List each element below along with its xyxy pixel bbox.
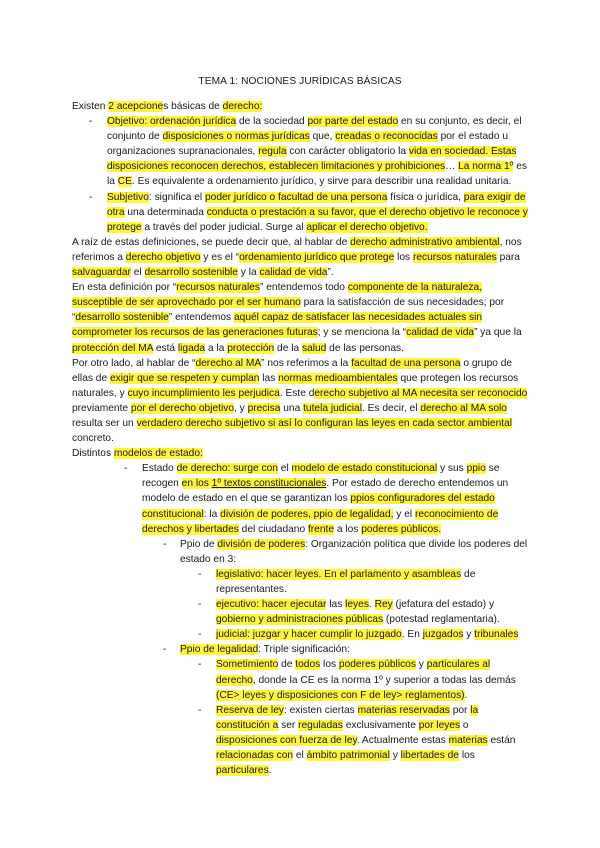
highlighted-text: modelos de estado: [113,448,203,460]
highlighted-text: reconocimiento de derechos y libertades [142,508,499,535]
highlighted-text: división de poderes [217,538,306,550]
highlighted-text: precisa [247,402,281,414]
text-run: (jefatura del estado) y [392,599,495,611]
text-run: los [458,750,475,762]
text-run: En esta definición por “ [72,282,177,294]
text-run: concreto. [72,433,114,445]
highlighted-text: salvaguardar [72,267,131,279]
highlighted-text: libertades de [400,750,459,762]
text-run: del ciudadano [238,523,308,535]
highlighted-text: aquél capaz de satisfacer las necesidades actuales sin comprometer los recursos de las generaciones futuras [72,312,483,339]
text-run: de la sociedad [236,116,308,128]
text-run: por el estado u organizaciones supranacionales, [107,131,508,158]
text-run: y [389,750,401,762]
highlighted-text: reguladas [298,719,343,731]
paragraph [72,280,528,355]
text-run: ser [278,719,299,731]
text-run: o grupo de ellas de [72,357,513,384]
highlighted-text: verdadero derecho subjetivo si así lo configuran las leyes en cada sector ambiental [136,417,513,429]
text-run: en su conjunto, es decir, el conjunto de [107,116,522,143]
highlighted-text: componente de la naturaleza, susceptible de ser aprovechado por el ser humano [72,282,483,309]
text-run: el [293,750,307,762]
highlighted-text: tribunales [474,629,519,641]
text-run: y [415,659,427,671]
highlighted-text: (CE> leyes y disposiciones con F de ley> reglamentos) [216,689,465,701]
text-run: o [460,719,469,731]
text-run: con carácter obligatorio la [286,146,409,158]
text-run: una determinada [124,206,207,218]
text-run: están [487,734,516,746]
text-run: y sus [437,463,467,475]
list-item [72,597,528,627]
text-run: y el [393,508,415,520]
text-run: A raíz de estas definiciones, se puede decir que, al hablar de [72,236,351,248]
text-run: a la [205,342,228,354]
highlighted-text: creadas o reconocidas [335,131,438,143]
text-run: los [394,251,413,263]
highlighted-text: división de poderes, ppio de legalidad, [220,508,394,520]
text-run: para la satisfacción de sus necesidades; por “ [72,297,505,324]
text-run: Por otro lado, al hablar de “ [72,357,196,369]
highlighted-text: La norma 1º [458,161,514,173]
text-run: de la [274,342,302,354]
highlighted-text: poder jurídico o facultad de una persona [204,191,388,203]
text-run: . Es decir, el [362,402,421,414]
highlighted-text: frente [307,523,335,535]
text-run: el [130,267,145,279]
text-run: ; y se menciona la “ [317,327,407,339]
text-run: a los [334,523,362,535]
highlighted-text: en los [181,478,212,490]
text-run: una [280,402,304,414]
text-run: las [326,599,346,611]
text-run: . [368,599,375,611]
text-run: Ppio de [180,538,218,550]
highlighted-text: particulares al derecho [216,659,491,686]
list-item [72,114,528,189]
text-run: . [268,765,272,777]
paragraph [72,446,528,461]
text-run: : existen ciertas [283,704,358,716]
highlighted-text: derecho administrativo ambiental [350,236,500,248]
highlighted-text: todos [295,659,321,671]
text-run: ”. [327,267,334,279]
highlighted-text: Ppio de legalidad [180,644,259,656]
text-run: de [278,659,296,671]
list-bullet-dash: - [198,704,202,716]
highlighted-text: por el derecho objetivo [130,402,234,414]
list-item [72,703,528,778]
list-bullet-dash: - [124,463,128,475]
text-run: Estado [142,463,177,475]
highlighted-text: ámbito patrimonial [306,750,390,762]
highlighted-text: ejecutivo: hacer ejecutar [216,599,327,611]
text-run: el [277,463,292,475]
highlighted-text: disposiciones o normas jurídicas [162,131,310,143]
text-run: . [464,689,468,701]
text-run: , donde la CE es la norma 1º y superior a todas las demás [252,674,516,686]
highlighted-text: para exigir de otra [107,191,526,218]
highlighted-text: leyes [345,599,369,611]
document-body [72,99,528,778]
text-run: Existen [72,101,109,112]
text-run: . Por estado de derecho entendemos un modelo de estado en el que se garantizan los [142,478,509,505]
highlighted-text: derecho al MA [195,357,262,369]
highlighted-text: materias reservadas [357,704,450,716]
highlighted-text: judicial: juzgar y hacer cumplir lo juzgado [216,629,402,641]
paragraph [72,235,528,280]
text-run: (potestad reglamentaria). [383,614,500,626]
text-run: y [463,629,475,641]
highlighted-text: erecho subjetivo al MA necesita ser reconocido [314,387,528,399]
highlighted-text: regula [258,146,287,158]
highlighted-text: derecho objetivo [125,251,201,263]
text-run: . En [401,629,423,641]
text-run: , y [233,402,248,414]
highlighted-text: materias [448,734,488,746]
highlighted-text: constitución a [216,719,279,731]
list-item [72,627,528,642]
list-bullet-dash: - [163,538,167,550]
text-run: . Es equivalente a ordenamiento jurídico, y sirve para describir una realidad unitaria. [131,176,512,188]
list-item [72,537,528,567]
text-run: para [496,251,520,263]
highlighted-text: Sometimiento [216,659,279,671]
highlighted-text: legislativo: hacer leyes. En el parlamento y asambleas [216,568,462,580]
highlighted-text: desarrollo sostenible [75,312,169,324]
list-item [72,657,528,702]
highlighted-text: normas medioambientales [278,372,398,384]
highlighted-text: particulares [216,765,269,777]
highlighted-text: vida en sociedad. Estas disposiciones reconocen derechos, establecen limitaciones y prohibiciones [107,146,517,173]
text-run: … [445,161,459,173]
highlighted-text: CE [117,176,132,188]
text-run: Distintos [72,448,114,460]
list-bullet-dash: - [198,568,202,580]
highlighted-text: relacionadas con [216,750,294,762]
highlighted-text: Subjetivo [107,191,149,203]
highlighted-text: gobierno y administraciones públicas [216,614,384,626]
highlighted-text: la [470,704,479,716]
list-bullet-dash: - [89,191,93,203]
highlighted-text: exigir que se respeten y cumplan [109,372,260,384]
list-item [72,567,528,597]
text-run: : significa el [148,191,205,203]
paragraph [72,356,528,447]
text-run: se recogen [142,463,500,490]
text-run: y la [237,267,260,279]
text-run: ” nos referimos a la [261,357,352,369]
highlighted-text: por leyes [418,719,461,731]
text-run: : la [203,508,221,520]
highlighted-text: ligada [177,342,206,354]
highlighted-text: salud [301,342,327,354]
text-run: es la [107,161,527,188]
text-run: que, [309,131,336,143]
highlighted-text: por parte del estado [307,116,399,128]
highlighted-text: cuyo incumplimiento les perjudica [127,387,280,399]
highlighted-text: Objetivo: ordenación jurídica [107,116,237,128]
text-run: de representantes. [216,568,476,595]
text-run: : Triple significación: [258,644,350,656]
text-run: por [449,704,471,716]
text-run: a través del poder judicial. Surge al [141,221,307,233]
text-run: previamente [72,402,131,414]
list-item [72,461,528,536]
text-run: resulta ser un [72,417,137,429]
text-run: exclusivamente [342,719,419,731]
list-bullet-dash: - [89,116,93,128]
highlighted-text: Rey [374,599,393,611]
list-bullet-dash: - [198,599,202,611]
highlighted-text: protección del MA [72,342,153,354]
text-run: ” entendemos todo [260,282,348,294]
text-run: física o jurídica, [387,191,464,203]
highlighted-text: 1º textos constitucionales [211,478,327,490]
document-title: TEMA 1: NOCIONES JURÍDICAS BÁSICAS [198,76,402,87]
list-bullet-dash: - [163,644,167,656]
paragraph [72,99,528,114]
text-run: . Actualmente estas [356,734,449,746]
text-run: : Organización política que divide los poderes del estado en 3: [180,538,528,565]
text-run: de las personas. [326,342,404,354]
highlighted-text: poderes públicos. [361,523,442,535]
highlighted-text: ordenamiento jurídico que protege [239,251,395,263]
list-item [72,642,528,657]
text-run: las [259,372,279,384]
list-bullet-dash: - [198,659,202,671]
highlighted-text: ppio [466,463,486,475]
text-run: los [320,659,339,671]
highlighted-text: facultad de una persona [351,357,461,369]
highlighted-text: 2 acepcione [108,101,164,112]
text-run: ” entendemos [168,312,234,324]
highlighted-text: poderes públicos [338,659,416,671]
highlighted-text: recursos naturales [412,251,497,263]
highlighted-text: de derecho: surge con [176,463,278,475]
highlighted-text: desarrollo sostenible [144,267,238,279]
highlighted-text: aplicar el derecho objetivo. [306,221,428,233]
highlighted-text: derecho: [222,101,263,112]
text-run: , nos referimos a [72,236,522,263]
highlighted-text: tutela judicial [303,402,362,414]
highlighted-text: calidad de vida [406,327,475,339]
highlighted-text: derecho al MA solo [420,402,507,414]
highlighted-text: ppios configuradores del estado constitucional [142,493,495,520]
highlighted-text: recursos naturales [176,282,261,294]
highlighted-text: juzgados [422,629,464,641]
text-run: que protegen los recursos naturales, y [72,372,519,399]
highlighted-text: calidad de vida [259,267,328,279]
list-item [72,190,528,235]
text-run: . Este d [279,387,315,399]
highlighted-text: protección [227,342,275,354]
text-run: y es el “ [200,251,240,263]
highlighted-text: conducta o prestación a su favor, que el derecho objetivo le reconoce y protege [107,206,528,233]
highlighted-text: disposiciones con fuerza de ley [216,734,357,746]
list-bullet-dash: - [198,629,202,641]
highlighted-text: Reserva de ley [216,704,284,716]
highlighted-text: modelo de estado constitucional [291,463,438,475]
text-run: s básicas de [163,101,223,112]
text-run: está [152,342,178,354]
text-run: ” ya que la [474,327,522,339]
